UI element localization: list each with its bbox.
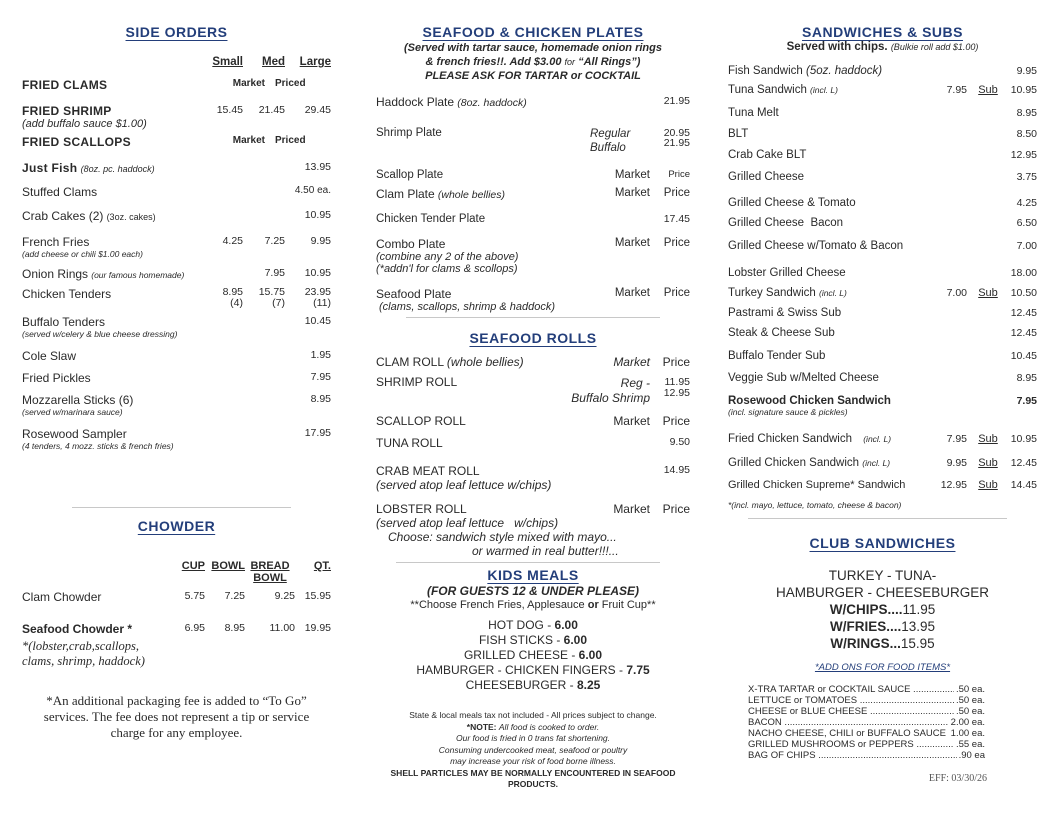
seafood-chowder-note: *(lobster,crab,scallops, clams, shrimp, haddock) [22, 639, 145, 668]
fish-sandwich-row: Fish Sandwich (5oz. haddock) 9.95 [728, 65, 1037, 77]
crab-cakes-row: Crab Cakes (2) (3oz. cakes) 10.95 [22, 209, 331, 223]
french-fries-row: French Fries (add cheese or chili $1.00 each) 4.25 7.25 9.95 [22, 235, 331, 259]
sandwiches-title: SANDWICHES & SUBS [802, 24, 963, 40]
buffalo-tender-sub-row: Buffalo Tender Sub 10.45 [728, 350, 1037, 362]
steak-cheese-row: Steak & Cheese Sub 12.45 [728, 327, 1037, 339]
lobster-roll-row: LOBSTER ROLL (served atop leaf lettuce w/chips) Market Price [376, 502, 690, 530]
veggie-sub-row: Veggie Sub w/Melted Cheese 8.95 [728, 372, 1037, 384]
buffalo-tenders-row: Buffalo Tenders (served w/celery & blue cheese dressing) 10.45 [22, 315, 331, 339]
addon-item: LETTUCE or TOMATOES ..... .50 ea. [748, 695, 985, 706]
grilled-cheese-row: Grilled Cheese 3.75 [728, 171, 1037, 183]
cole-slaw-row: Cole Slaw 1.95 [22, 349, 331, 363]
addon-item: CHEESE or BLUE CHEESE ..... .50 ea. [748, 706, 985, 717]
rolls-title: SEAFOOD ROLLS [469, 330, 597, 346]
kids-choose: **Choose French Fries, Applesauce or Fruit Cup** [410, 599, 656, 611]
fried-scallops-row: FRIED SCALLOPS Market Priced [22, 135, 306, 149]
kids-item: FISH STICKS - 6.00 [478, 633, 588, 647]
addon-item: X-TRA TARTAR or COCKTAIL SAUCE ..... .50 ea. [748, 684, 985, 695]
scallop-roll-row: SCALLOP ROLL Market Price [376, 414, 690, 428]
fried-shrimp-row: FRIED SHRIMP (add buffalo sauce $1.00) 15.45 21.45 29.45 [22, 104, 331, 130]
kids-title: KIDS MEALS [487, 567, 579, 583]
sandwiches-subtitle: Served with chips. (Bulkie roll add $1.00) [786, 41, 979, 53]
addon-item: BAG OF CHIPS ..... .90 ea [748, 750, 985, 761]
addon-item: NACHO CHEESE, CHILI or BUFFALO SAUCE ..... 1.00 ea. [748, 728, 985, 739]
mozzarella-sticks-row: Mozzarella Sticks (6) (served w/marinara sauce) 8.95 [22, 393, 331, 417]
shrimp-plate-row: Shrimp Plate Regular Buffalo 20.95 21.95 [376, 127, 690, 154]
packaging-fee-note: *An additional packaging fee is added to “To Go” services. The fee does not represent a tip or service charge for any employee. [43, 693, 310, 740]
divider [72, 507, 291, 508]
side-orders-size-header [22, 56, 331, 68]
tuna-melt-row: Tuna Melt 8.95 [728, 107, 1037, 119]
tuna-sandwich-row: Tuna Sandwich (incl. L) 7.95 Sub 10.95 [728, 84, 1037, 96]
kids-item: CHEESEBURGER - 8.25 [465, 678, 601, 692]
effective-date: EFF: 03/30/26 [928, 773, 987, 784]
club-title: CLUB SANDWICHES [809, 535, 956, 551]
kids-item: GRILLED CHEESE - 6.00 [463, 648, 603, 662]
kids-items [376, 618, 690, 693]
crab-roll-row: CRAB MEAT ROLL (served atop leaf lettuce w/chips) 14.95 [376, 464, 690, 492]
onion-rings-row: Onion Rings (our famous homemade) 7.95 10.95 [22, 267, 331, 281]
rosewood-chicken-row: Rosewood Chicken Sandwich (incl. signature sauce & pickles) 7.95 [728, 395, 1037, 417]
chowder-header: CUP BOWL BREAD BOWL QT. [181, 560, 331, 584]
fried-clams-row: FRIED CLAMS Market Priced [22, 78, 306, 92]
side-orders-title: SIDE ORDERS [125, 24, 228, 40]
fried-chicken-row: Fried Chicken Sandwich (incl. L) 7.95 Sub 10.95 [728, 433, 1037, 445]
supreme-footnote: *(incl. mayo, lettuce, tomato, cheese & bacon) [728, 500, 902, 510]
clam-chowder-row: Clam Chowder 5.75 7.25 9.25 15.95 [22, 590, 331, 604]
addon-item: BACON ..... 2.00 ea. [748, 717, 985, 728]
seafood-plate-row: Seafood Plate (clams, scallops, shrimp & haddock) Market Price [376, 287, 690, 313]
chowder-title: CHOWDER [137, 518, 216, 534]
small-header: Small [212, 56, 243, 68]
kids-item: HOT DOG - 6.00 [488, 618, 578, 632]
chicken-tender-plate-row: Chicken Tender Plate 17.45 [376, 213, 690, 225]
combo-plate-row: Combo Plate (combine any 2 of the above) (*addn'l for clams & scollops) Market Price [376, 237, 690, 275]
clam-roll-row: CLAM ROLL (whole bellies) Market Price [376, 355, 690, 369]
scallop-plate-row: Scallop Plate Market Price [376, 169, 690, 181]
fried-pickles-row: Fried Pickles 7.95 [22, 371, 331, 385]
grilled-chicken-supreme-row: Grilled Chicken Supreme* Sandwich 12.95 Sub 14.45 [728, 479, 1037, 491]
turkey-sandwich-row: Turkey Sandwich (incl. L) 7.00 Sub 10.50 [728, 287, 1037, 299]
kids-item: HAMBURGER - CHICKEN FINGERS - 7.75 [416, 663, 650, 677]
chicken-tenders-row: Chicken Tenders 8.95 (4) 15.75 (7) 23.95 (11) [22, 286, 331, 309]
plates-column: SEAFOOD & CHICKEN PLATES (Served with tartar sauce, homemade onion rings & french fries!!. Add $3.00 for “All Rings”) PLEASE ASK FOR TARTAR or COCKTAIL Haddock Plate (8oz. haddock) 21.95 Shrimp Plate Regular Buffalo 20.95 21.95 Scallop Plate Market Price Clam Plate (whole bellies) Market Price Chicken Tender Plate 17.45 Combo Plate (combine any 2 of the above) (*addn'l for clams & scollops) Market Price Seafood Plate (clams, scallops, shrimp & haddock) Market Price SEAFOOD ROLLS CLAM ROLL (whole bellies) Market Price SHRIMP ROLL Reg - Buffalo Shrimp 11.95 12.95 SCALLOP ROLL Market Price TUNA ROLL 9.50 CRAB MEAT ROLL (served atop leaf lettuce w/chips) 14.95 LOBSTER ROLL (served atop leaf lettuce w/chips) Market Price Choose: sandwich style mixed with mayo... or warmed in real butter!!!... KIDS MEALS (FOR GUESTS 12 & UNDER PLEASE) **Choose French Fries, Applesauce or Fruit Cup** HOT DOG - 6.00 FISH STICKS - 6.00 GRILLED CHEESE - 6.00 HAMBURGER - CHICKEN FINGERS - 7.75 CHEESEBURGER - 8.25 State & local meals tax not included - All prices subject to change. *NOTE: All food is cooked to order. Our food is fried in 0 trans fat shortening. Consuming undercooked meat, seafood or poultry may increase your risk of food borne illness. SHELL PARTICLES MAY BE NORMALLY ENCOUNTERED IN SEAFOOD PRODUCTS. [376, 24, 690, 789]
crab-cake-blt-row: Crab Cake BLT 12.95 [728, 149, 1037, 161]
rosewood-sampler-row: Rosewood Sampler (4 tenders, 4 mozz. sticks & french fries) 17.95 [22, 427, 331, 451]
grilled-cheese-bacon-row: Grilled Cheese Bacon 6.50 [728, 217, 1037, 229]
addons-title: *ADD ONS FOR FOOD ITEMS* [814, 662, 951, 673]
stuffed-clams-row: Stuffed Clams 4.50 ea. [22, 185, 331, 199]
grilled-chicken-row: Grilled Chicken Sandwich (incl. L) 9.95 Sub 12.45 [728, 456, 1037, 469]
just-fish-row: Just Fish (8oz. pc. haddock) 13.95 [22, 161, 331, 175]
plates-title: SEAFOOD & CHICKEN PLATES [422, 24, 644, 40]
grilled-cheese-tomato-bacon-row: Grilled Cheese w/Tomato & Bacon 7.00 [728, 240, 1037, 252]
clam-plate-row: Clam Plate (whole bellies) Market Price [376, 187, 690, 201]
grilled-cheese-tomato-row: Grilled Cheese & Tomato 4.25 [728, 197, 1037, 209]
sandwiches-column [720, 0, 1047, 813]
club-items: TURKEY - TUNA- HAMBURGER - CHEESEBURGER W/CHIPS....11.95 W/FRIES....13.95 W/RINGS...15.95 [775, 568, 990, 651]
side-orders-column [0, 0, 345, 813]
seafood-chowder-row: Seafood Chowder * 6.95 8.95 11.00 19.95 [22, 622, 331, 636]
large-header: Large [299, 56, 331, 68]
med-header: Med [262, 56, 285, 68]
shrimp-roll-row: SHRIMP ROLL Reg - Buffalo Shrimp 11.95 12.95 [376, 375, 690, 405]
disclaimer: State & local meals tax not included - All prices subject to change. *NOTE: All food is cooked to order. Our food is fried in 0 trans fat shortening. Consuming undercooked meat, seafood or poultry may increase your risk of food borne illness. SHELL PARTICLES MAY BE NORMALLY ENCOUNTERED IN SEAFOOD PRODUCTS. [390, 710, 676, 789]
blt-row: BLT 8.50 [728, 128, 1037, 140]
lobster-grilled-cheese-row: Lobster Grilled Cheese 18.00 [728, 267, 1037, 279]
addons-list [748, 684, 985, 761]
haddock-plate-row: Haddock Plate (8oz. haddock) 21.95 [376, 95, 690, 109]
tuna-roll-row: TUNA ROLL 9.50 [376, 436, 690, 450]
pastrami-row: Pastrami & Swiss Sub 12.45 [728, 307, 1037, 319]
addon-item: GRILLED MUSHROOMS or PEPPERS ..... .55 ea. [748, 739, 985, 750]
plates-subtitle: (Served with tartar sauce, homemade onion rings & french fries!!. Add $3.00 for “All Rings”) PLEASE ASK FOR TARTAR or COCKTAIL [404, 42, 662, 82]
